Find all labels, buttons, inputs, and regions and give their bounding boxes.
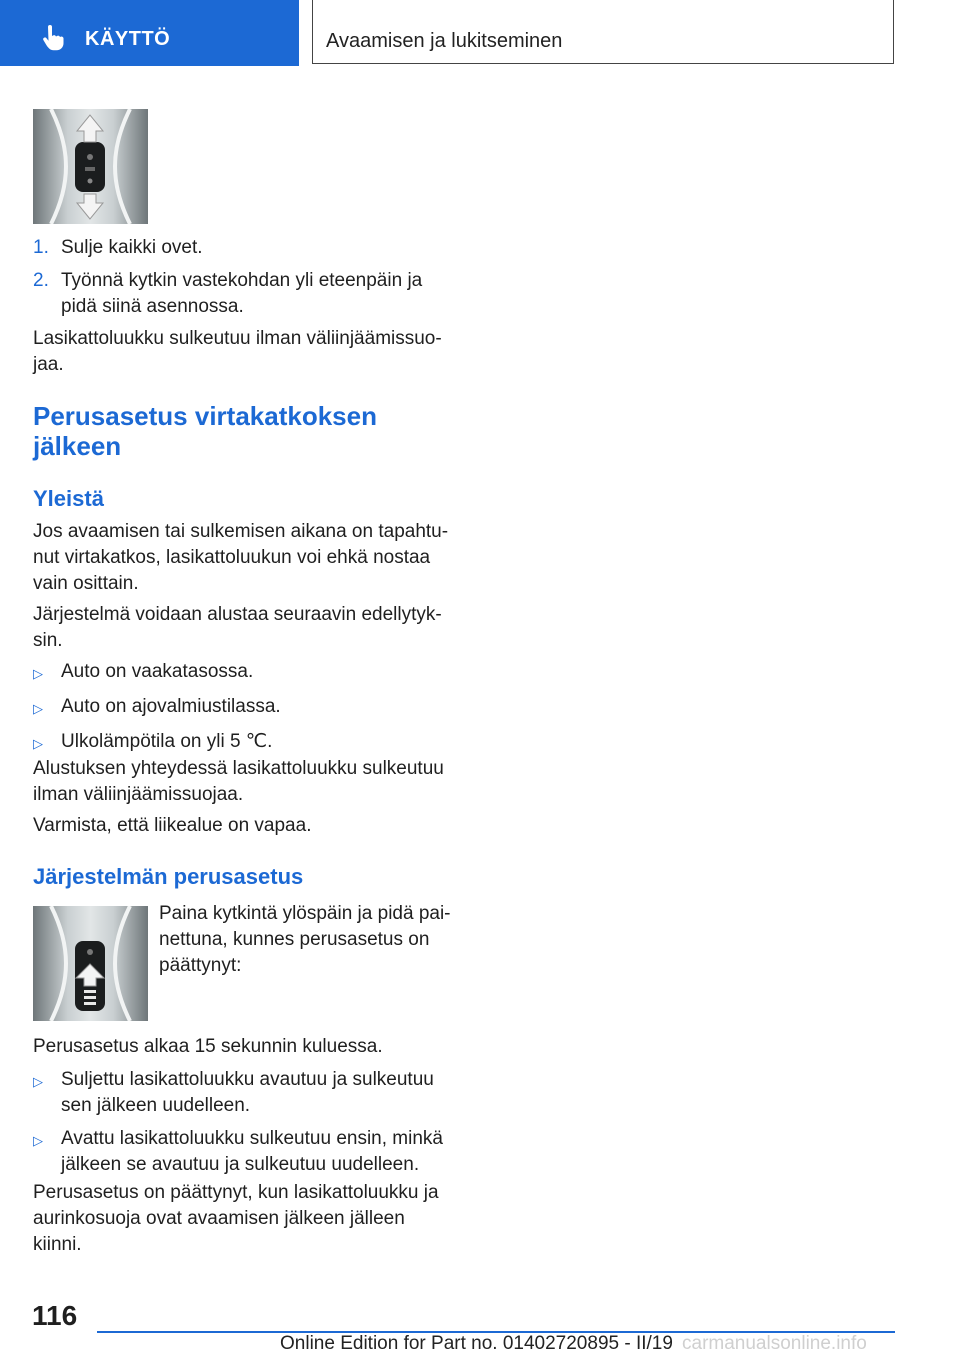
page-number: 116: [32, 1300, 78, 1331]
section-heading: [33, 401, 377, 461]
text-line: Lasikattoluukku sulkeutuu ilman väliinjäämissuo-: [33, 328, 442, 349]
text-line: Järjestelmä voidaan alustaa seuraavin edellytyk-: [33, 604, 442, 625]
list-item: [33, 729, 448, 757]
triangle-bullet-icon: ▷: [33, 701, 43, 716]
switch-up-illustration: [33, 906, 148, 1021]
switch-forward-illustration: [33, 109, 148, 224]
paragraph: [33, 326, 442, 378]
text-line: vain osittain.: [33, 573, 139, 594]
watermark: carmanualsonline.info: [682, 1333, 867, 1354]
step-text: Sulje kaikki ovet.: [61, 237, 203, 258]
steps-list: [33, 235, 448, 320]
triangle-bullet-icon: ▷: [33, 1133, 43, 1148]
results-list: [33, 1067, 453, 1178]
condition-text: Ulkolämpötila on yli 5 ℃.: [61, 731, 273, 752]
paragraph: [33, 519, 448, 597]
text-line: Perusasetus on päättynyt, kun lasikattoluukku ja: [33, 1182, 439, 1203]
chapter-header: [312, 0, 894, 64]
text-line: aurinkosuoja ovat avaamisen jälkeen jälleen: [33, 1208, 405, 1229]
section-tab[interactable]: [0, 0, 299, 66]
condition-text: Auto on vaakatasossa.: [61, 661, 254, 682]
list-item: [33, 268, 448, 320]
step-text: Työnnä kytkin vastekohdan yli eteenpäin ja: [61, 270, 423, 291]
condition-text: Auto on ajovalmiustilassa.: [61, 696, 281, 717]
roof-switch-photo-forward: [33, 109, 148, 224]
text-line: sin.: [33, 630, 63, 651]
step-number: 2.: [33, 270, 49, 291]
result-text: Suljettu lasikattoluukku avautuu ja sulkeutuu: [61, 1069, 434, 1090]
text-line: ilman väliinjäämissuojaa.: [33, 784, 244, 805]
step-text: pidä siinä asennossa.: [61, 296, 244, 317]
list-item: [33, 1126, 453, 1178]
paragraph: Varmista, että liikealue on vapaa.: [33, 815, 312, 836]
reset-instruction: [159, 901, 459, 979]
triangle-bullet-icon: ▷: [33, 1074, 43, 1089]
conditions-list: [33, 659, 448, 757]
hand-pointer-icon: [42, 25, 66, 51]
text-line: jaa.: [33, 354, 64, 375]
roof-switch-photo-up: [33, 906, 148, 1021]
triangle-bullet-icon: ▷: [33, 666, 43, 681]
subheading-reset: Järjestelmän perusasetus: [33, 864, 304, 889]
text-line: nut virtakatkos, lasikattoluukun voi ehkä nostaa: [33, 547, 431, 568]
list-item: [33, 659, 448, 687]
triangle-bullet-icon: ▷: [33, 736, 43, 751]
paragraph: Perusasetus alkaa 15 sekunnin kuluessa.: [33, 1036, 383, 1057]
text-line: nettuna, kunnes perusasetus on: [159, 929, 430, 950]
result-text: sen jälkeen uudelleen.: [61, 1095, 251, 1116]
step-number: 1.: [33, 237, 49, 258]
chapter-title: Avaamisen ja lukitseminen: [326, 30, 563, 52]
heading-line: Perusasetus virtakatkoksen: [33, 401, 377, 431]
text-line: päättynyt:: [159, 955, 242, 976]
list-item: [33, 1067, 453, 1119]
paragraph: [33, 602, 442, 654]
paragraph: [33, 1180, 439, 1258]
result-text: jälkeen se avautuu ja sulkeutuu uudelleen.: [61, 1154, 420, 1175]
heading-line: jälkeen: [33, 431, 122, 461]
subheading-general: Yleistä: [33, 486, 104, 511]
list-item: [33, 694, 448, 722]
paragraph: [33, 756, 444, 808]
text-line: kiinni.: [33, 1234, 82, 1255]
text-line: Paina kytkintä ylöspäin ja pidä pai-: [159, 903, 451, 924]
text-line: Jos avaamisen tai sulkemisen aikana on tapahtu-: [33, 521, 449, 542]
result-text: Avattu lasikattoluukku sulkeutuu ensin, minkä: [61, 1128, 443, 1149]
section-title: KÄYTTÖ: [85, 28, 171, 50]
list-item: [33, 235, 448, 261]
text-line: Alustuksen yhteydessä lasikattoluukku sulkeutuu: [33, 758, 444, 779]
edition-note: Online Edition for Part no. 01402720895 - II/19: [280, 1333, 673, 1354]
